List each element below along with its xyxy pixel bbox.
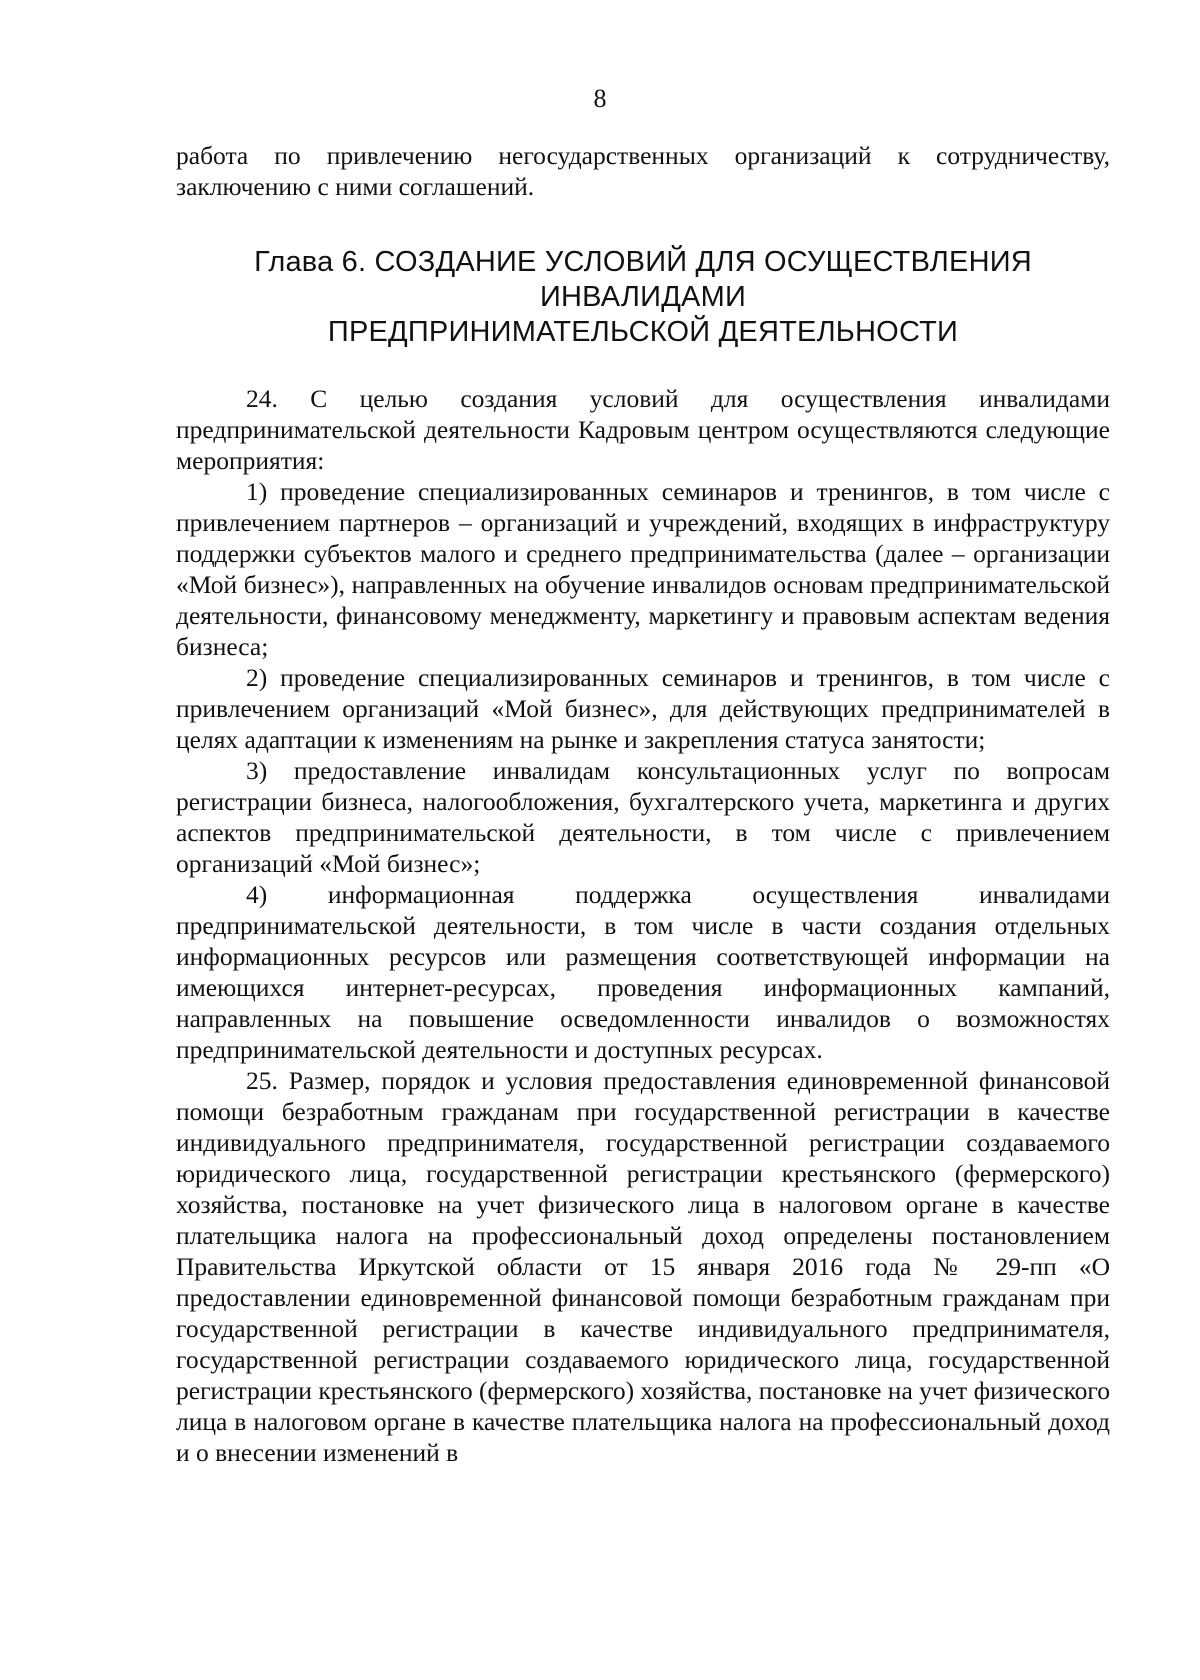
- list-item-2: 2) проведение специализированных семинаров и тренингов, в том числе с привлечением организаций «Мой бизнес», для действующих предпринимателей в целях адаптации к изменениям на рынке и закрепления статуса занятости;: [176, 663, 1110, 754]
- document-body: [176, 140, 1110, 1468]
- list-item-3: 3) предоставление инвалидам консультационных услуг по вопросам регистрации бизнеса, налогообложения, бухгалтерского учета, маркетинга и других аспектов предпринимательской деятельности, в том числе с привлечением организаций «Мой бизнес»;: [176, 756, 1110, 878]
- intro-paragraph: работа по привлечению негосударственных организаций к сотрудничеству, заключению с ними соглашений.: [176, 141, 1110, 201]
- page-number: 8: [593, 84, 607, 113]
- list-item-4: 4) информационная поддержка осуществления инвалидами предпринимательской деятельности, в том числе в части создания отдельных информационных ресурсов или размещения соответствующей информации на имеющихся интернет-ресурсах, проведения информационных кампаний, направленных на повышение осведомленности инвалидов о возможностях предпринимательской деятельности и доступных ресурсах.: [176, 880, 1110, 1064]
- paragraph-24: 24. С целью создания условий для осуществления инвалидами предпринимательской деятельности Кадровым центром осуществляются следующие мероприятия:: [176, 384, 1110, 475]
- chapter-title-line-2: ПРЕДПРИНИМАТЕЛЬСКОЙ ДЕЯТЕЛЬНОСТИ: [327, 316, 959, 348]
- chapter-title-line-1: Глава 6. СОЗДАНИЕ УСЛОВИЙ ДЛЯ ОСУЩЕСТВЛЕНИЯ ИНВАЛИДАМИ: [254, 246, 1032, 313]
- paragraph-25: 25. Размер, порядок и условия предоставления единовременной финансовой помощи безработным гражданам при государственной регистрации в качестве индивидуального предпринимателя, государственной регистрации создаваемого юридического лица, государственной регистрации крестьянского (фермерского) хозяйства, постановке на учет физического лица в налоговом органе в качестве плательщика налога на профессиональный доход определены постановлением Правительства Иркутской области от 15 января 2016 года № 29-пп «О предоставлении единовременной финансовой помощи безработным гражданам при государственной регистрации в качестве индивидуального предпринимателя, государственной регистрации создаваемого юридического лица, государственной регистрации крестьянского (фермерского) хозяйства, постановке на учет физического лица в налоговом органе в качестве плательщика налога на профессиональный доход и о внесении изменений в: [176, 1066, 1110, 1467]
- list-item-1: 1) проведение специализированных семинаров и тренингов, в том числе с привлечением партнеров – организаций и учреждений, входящих в инфраструктуру поддержки субъектов малого и среднего предпринимательства (далее – организации «Мой бизнес»), направленных на обучение инвалидов основам предпринимательской деятельности, финансовому менеджменту, маркетингу и правовым аспектам ведения бизнеса;: [176, 477, 1110, 661]
- chapter-heading: [176, 245, 1110, 350]
